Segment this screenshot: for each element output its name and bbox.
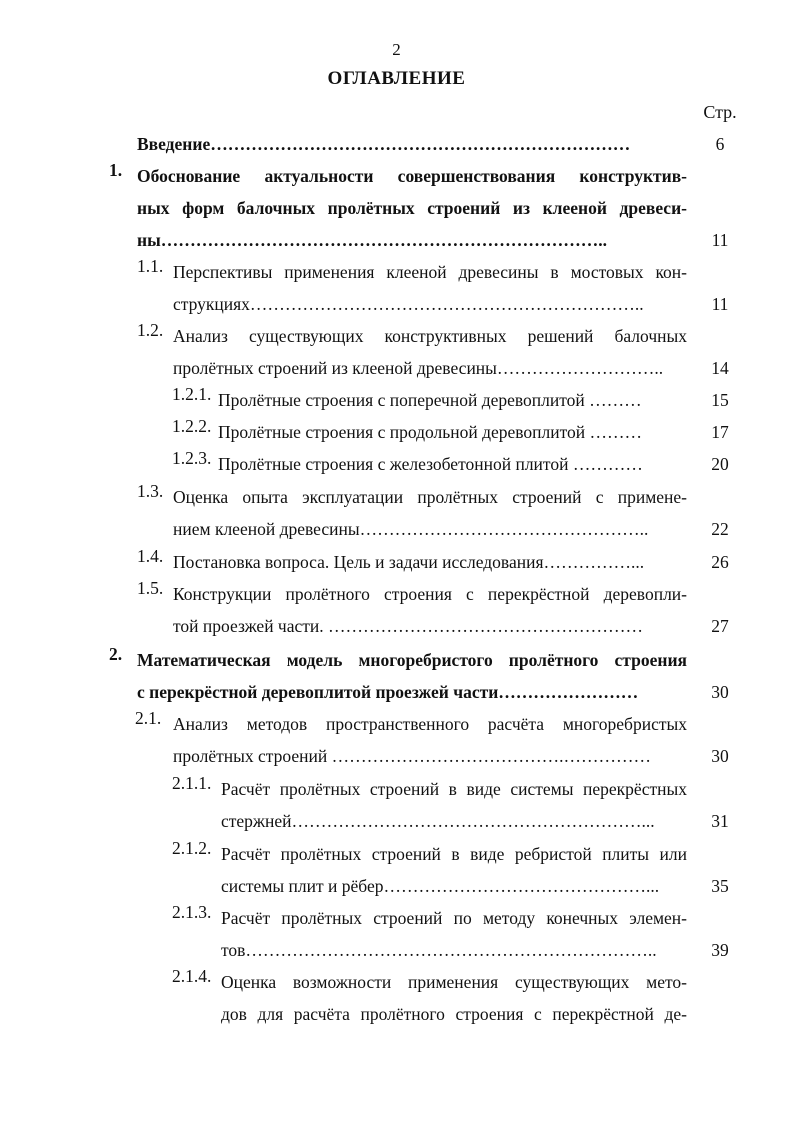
toc-entry-number: 1.2.3. [172, 448, 212, 468]
toc-entry-text-line: стержней……………………………………………………... [221, 811, 655, 831]
pages-column-header: Стр. [703, 102, 737, 122]
toc-entry-1-2-2[interactable] [172, 416, 687, 448]
toc-entry-1-3[interactable] [137, 481, 687, 545]
toc-entry-text-line: Пролётные строения с железобетонной плитой ………… [218, 454, 643, 474]
toc-entry-text-line: струкциях………………………………………………………….. [173, 294, 644, 314]
toc-entry-text-line: Пролётные строения с продольной деревоплитой ……… [218, 422, 643, 442]
toc-entry-text-line: ны………………………………………………………………….. [137, 230, 607, 250]
toc-entry-page: 15 [711, 390, 729, 410]
toc-entry-chapter-1[interactable] [109, 160, 687, 256]
toc-entry-1-1[interactable] [137, 256, 687, 320]
toc-entry-text-line: Конструкции пролётного строения с перекрёстной деревопли- [173, 584, 687, 604]
toc-entry-text-line: Оценка опыта эксплуатации пролётных строений с примене- [173, 487, 687, 507]
toc-entry-text: Введение……………………………………………………………… [137, 134, 631, 154]
toc-entry-number: 2.1.4. [172, 966, 212, 986]
toc-entry-page: 30 [711, 682, 729, 702]
toc-entry-text-line: ных форм балочных пролётных строений из клееной древеси- [137, 198, 687, 218]
toc-entry-text-line: Анализ существующих конструктивных решений балочных [173, 326, 687, 346]
toc-entry-1-4[interactable] [137, 546, 687, 578]
toc-entry-text-line: Обоснование актуальности совершенствования конструктив- [137, 166, 687, 186]
toc-entry-text-line: пролётных строений ………………………………….…………… [173, 746, 651, 766]
toc-entry-1-2[interactable] [137, 320, 687, 384]
toc-entry-number: 1.2.2. [172, 416, 212, 436]
toc-entry-text-line: тов…………………………………………………………….. [221, 940, 657, 960]
toc-entry-page: 26 [711, 552, 729, 572]
toc-entry-chapter-2[interactable] [109, 644, 687, 708]
toc-entry-page: 22 [711, 519, 729, 539]
toc-entry-page: 11 [711, 230, 729, 250]
toc-entry-number: 2. [109, 644, 123, 664]
toc-entry-page: 17 [711, 422, 729, 442]
toc-entry-text-line: Математическая модель многоребристого пролётного строения [137, 650, 687, 670]
toc-entry-text-line: той проезжей части. ……………………………………………… [173, 616, 644, 636]
toc-entry-2-1-4[interactable] [172, 966, 687, 1030]
toc-entry-page: 35 [711, 876, 729, 896]
toc-entry-2-1-3[interactable] [172, 902, 687, 966]
toc-entry-text-line: Расчёт пролётных строений в виде системы перекрёстных [221, 779, 687, 799]
toc-entry-page: 14 [711, 358, 729, 378]
toc-entry-text-line: Расчёт пролётных строений по методу конечных элемен- [221, 908, 687, 928]
toc-entry-text-line: Пролётные строения с поперечной деревоплитой ……… [218, 390, 642, 410]
toc-entry-page: 31 [711, 811, 729, 831]
toc-entry-text-line: Анализ методов пространственного расчёта многоребристых [173, 714, 687, 734]
toc-entry-number: 2.1.3. [172, 902, 212, 922]
toc-entry-1-2-1[interactable] [172, 384, 687, 416]
toc-entry-text-line: системы плит и рёбер………………………………………... [221, 876, 660, 896]
toc-entry-text-line: Перспективы применения клееной древесины в мостовых кон- [173, 262, 687, 282]
toc-entry-text-line: пролётных строений из клееной древесины……………………….. [173, 358, 664, 378]
toc-entry-number: 1.1. [137, 256, 164, 276]
toc-entry-1-2-3[interactable] [172, 448, 687, 480]
toc-entry-page: 27 [711, 616, 729, 636]
toc-entry-page: 11 [711, 294, 729, 314]
toc-entry-text-line: с перекрёстной деревоплитой проезжей части…………………… [137, 682, 639, 702]
toc-entry-1-5[interactable] [137, 578, 687, 642]
page-title: ОГЛАВЛЕНИЕ [327, 68, 466, 89]
toc-entry-number: 1.5. [137, 578, 164, 598]
toc-entry-text-line: нием клееной древесины………………………………………….. [173, 519, 649, 539]
toc-entry-number: 1.4. [137, 546, 164, 566]
toc-entry-number: 1.2. [137, 320, 164, 340]
toc-entry-page: 6 [715, 134, 725, 154]
toc-entry-text-line: Расчёт пролётных строений в виде ребристой плиты или [221, 844, 687, 864]
toc-entry-page: 30 [711, 746, 729, 766]
toc-entry-text-line: Оценка возможности применения существующих мето- [221, 972, 687, 992]
toc-entry-text-line: Постановка вопроса. Цель и задачи исследования……………... [173, 552, 645, 572]
toc-entry-page: 39 [711, 940, 729, 960]
toc-entry-2-1[interactable] [135, 708, 687, 772]
toc-entry-number: 2.1. [135, 708, 162, 728]
toc-entry-number: 1.3. [137, 481, 164, 501]
page-number: 2 [392, 40, 401, 59]
toc-entry-number: 2.1.1. [172, 773, 212, 793]
toc-entry-text-line: дов для расчёта пролётного строения с перекрёстной де- [221, 1004, 687, 1024]
toc-entry-2-1-2[interactable] [172, 838, 687, 902]
toc-entry-2-1-1[interactable] [172, 773, 687, 837]
toc-entry-number: 2.1.2. [172, 838, 212, 858]
toc-entry-intro[interactable] [137, 128, 687, 160]
toc-entry-page: 20 [711, 454, 729, 474]
toc-entry-number: 1.2.1. [172, 384, 212, 404]
toc-entry-number: 1. [109, 160, 123, 180]
